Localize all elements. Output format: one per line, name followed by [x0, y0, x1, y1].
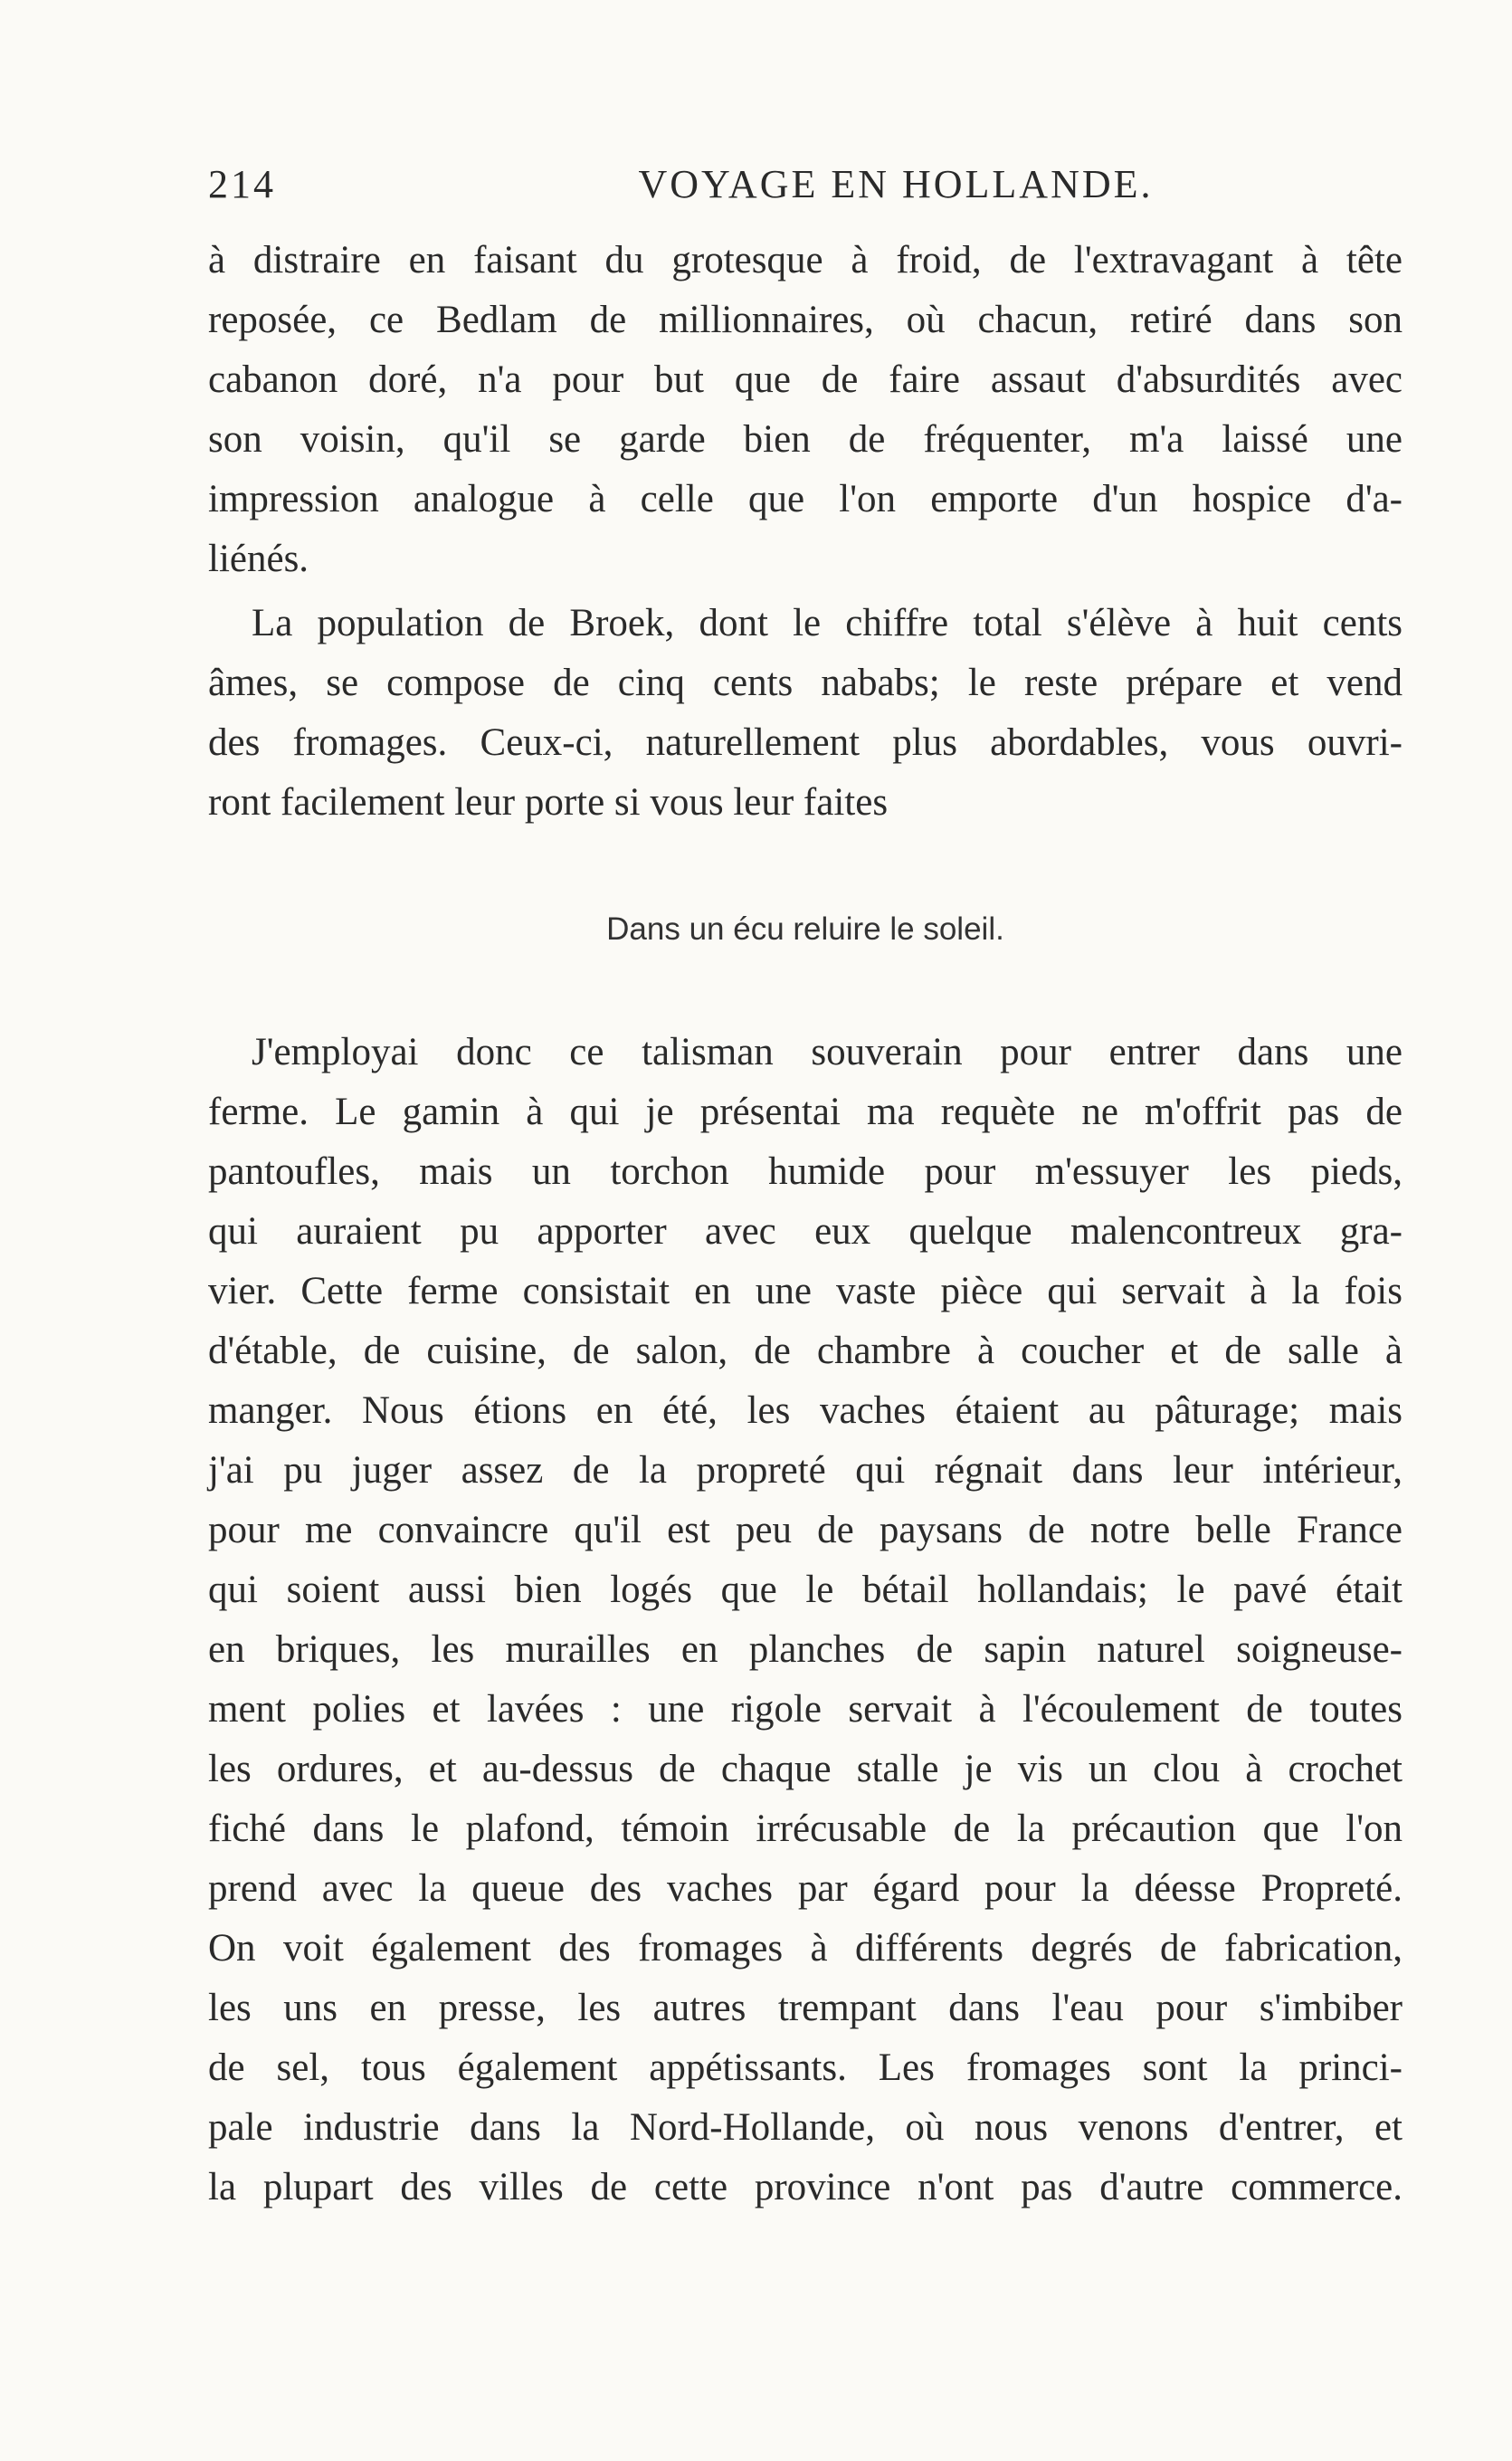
text-line: prend avec la queue des vaches par égard pour la déesse Propreté. — [208, 1867, 1403, 1910]
text-line: d'étable, de cuisine, de salon, de chambre à coucher et de salle à — [208, 1330, 1403, 1372]
text-line: ront facilement leur porte si vous leur faites — [208, 781, 889, 824]
text-line: ment polies et lavées : une rigole servait à l'écoulement de toutes — [208, 1688, 1403, 1731]
text-line: fiché dans le plafond, témoin irrécusable de la précaution que l'on — [208, 1808, 1403, 1850]
text-line: les ordures, et au-dessus de chaque stalle je vis un clou à crochet — [208, 1748, 1403, 1790]
text-line: impression analogue à celle que l'on emporte d'un hospice d'a- — [208, 478, 1403, 520]
running-title: VOYAGE EN HOLLANDE. — [638, 162, 1154, 206]
quoted-verse: Dans un écu reluire le soleil. — [606, 911, 1004, 947]
text-line: son voisin, qu'il se garde bien de fréquenter, m'a laissé une — [208, 418, 1403, 461]
page-number: 214 — [208, 162, 276, 206]
text-line: pale industrie dans la Nord-Hollande, où nous venons d'entrer, et — [208, 2106, 1403, 2149]
text-line: cabanon doré, n'a pour but que de faire assaut d'absurdités avec — [208, 358, 1403, 401]
text-line: La population de Broek, dont le chiffre total s'élève à huit cents — [252, 602, 1403, 644]
text-line: en briques, les murailles en planches de sapin naturel soigneuse- — [208, 1628, 1403, 1671]
text-line: j'ai pu juger assez de la propreté qui régnait dans leur intérieur, — [208, 1449, 1403, 1492]
text-line: manger. Nous étions en été, les vaches étaient au pâturage; mais — [208, 1389, 1403, 1432]
text-line: qui soient aussi bien logés que le bétail hollandais; le pavé était — [208, 1569, 1403, 1611]
running-head — [208, 161, 1403, 215]
text-line: des fromages. Ceux-ci, naturellement plus abordables, vous ouvri- — [208, 721, 1403, 764]
text-line: qui auraient pu apporter avec eux quelque malencontreux gra- — [208, 1210, 1403, 1253]
text-line: liénés. — [208, 538, 309, 580]
text-line: pour me convaincre qu'il est peu de paysans de notre belle France — [208, 1509, 1403, 1551]
text-line: reposée, ce Bedlam de millionnaires, où chacun, retiré dans son — [208, 299, 1403, 341]
text-line: la plupart des villes de cette province n'ont pas d'autre commerce. — [208, 2166, 1403, 2208]
text-line: J'employai donc ce talisman souverain pour entrer dans une — [252, 1031, 1403, 1073]
text-line: de sel, tous également appétissants. Les fromages sont la princi- — [208, 2046, 1403, 2089]
text-line: les uns en presse, les autres trempant dans l'eau pour s'imbiber — [208, 1987, 1403, 2029]
text-line: âmes, se compose de cinq cents nababs; le reste prépare et vend — [208, 662, 1403, 704]
text-line: On voit également des fromages à différents degrés de fabrication, — [208, 1927, 1403, 1970]
text-line: vier. Cette ferme consistait en une vaste pièce qui servait à la fois — [208, 1270, 1403, 1312]
text-line: à distraire en faisant du grotesque à froid, de l'extravagant à tête — [208, 239, 1403, 281]
text-line: ferme. Le gamin à qui je présentai ma requète ne m'offrit pas de — [208, 1091, 1403, 1133]
text-line: pantoufles, mais un torchon humide pour m'essuyer les pieds, — [208, 1150, 1403, 1193]
